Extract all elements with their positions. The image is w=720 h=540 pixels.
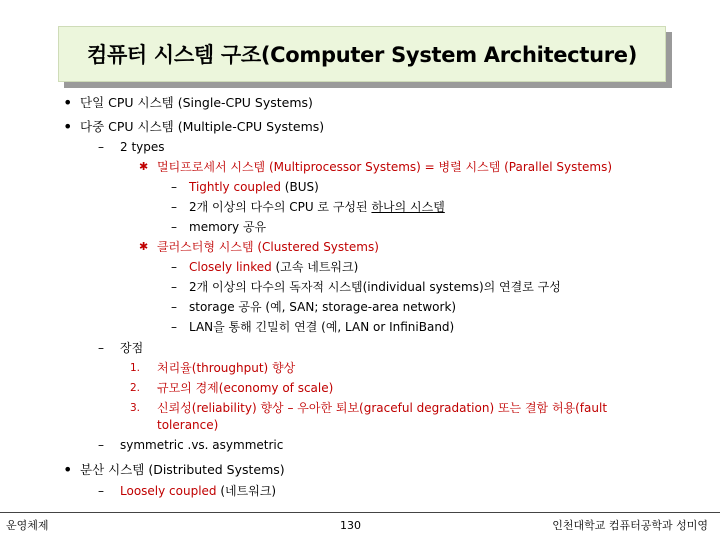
footer-left: 운영체제 xyxy=(6,519,49,532)
dash-icon: – xyxy=(171,280,177,294)
advantage-number: 1. xyxy=(130,362,141,374)
multi-cpu-text: 2개 이상의 다수의 CPU 로 구성된 xyxy=(189,200,372,214)
tightly-coupled-text: Tightly coupled xyxy=(189,180,281,194)
dash-icon: – xyxy=(98,438,104,452)
closely-linked-text: Closely linked xyxy=(189,260,272,274)
dash-icon: – xyxy=(171,260,177,274)
tightly-coupled-item xyxy=(189,179,319,195)
asterisk-icon: ✱ xyxy=(139,160,149,173)
bullet-icon: • xyxy=(63,117,73,136)
advantage-item-continuation: tolerance) xyxy=(157,418,219,432)
advantage-number: 2. xyxy=(130,382,141,394)
dash-icon: – xyxy=(171,300,177,314)
symmetric-item: symmetric .vs. asymmetric xyxy=(120,438,284,452)
advantages-label: 장점 xyxy=(120,341,144,355)
dash-icon: – xyxy=(98,140,104,154)
dash-icon: – xyxy=(171,180,177,194)
dash-icon: – xyxy=(171,320,177,334)
bullet-single-cpu: 단일 CPU 시스템 (Single-CPU Systems) xyxy=(80,95,313,110)
bullet-distributed: 분산 시스템 (Distributed Systems) xyxy=(80,462,285,477)
multi-cpu-item xyxy=(189,199,445,215)
types-label: 2 types xyxy=(120,140,165,154)
network-text: (네트워크) xyxy=(216,484,277,498)
loosely-coupled-item xyxy=(120,483,276,499)
independent-systems-item: 2개 이상의 다수의 독자적 시스템(individual systems)의 연결로 구성 xyxy=(189,280,561,294)
memory-shared-item: memory 공유 xyxy=(189,220,267,234)
asterisk-icon: ✱ xyxy=(139,240,149,253)
advantage-item: 규모의 경제(economy of scale) xyxy=(157,381,334,395)
dash-icon: – xyxy=(98,341,104,355)
lan-item: LAN을 통해 긴밀히 연결 (예, LAN or InfiniBand) xyxy=(189,320,455,334)
dash-icon: – xyxy=(98,484,104,498)
closely-linked-item xyxy=(189,259,358,275)
footer-divider xyxy=(0,512,720,513)
advantage-item: 처리율(throughput) 향상 xyxy=(157,361,296,375)
page-number: 130 xyxy=(340,519,361,532)
storage-shared-item: storage 공유 (예, SAN; storage-area network) xyxy=(189,300,457,314)
slide-title: 컴퓨터 시스템 구조(Computer System Architecture) xyxy=(86,43,638,67)
bullet-icon: • xyxy=(63,93,73,112)
clustered-heading: 클러스터형 시스템 (Clustered Systems) xyxy=(157,240,379,254)
advantage-item: 신뢰성(reliability) 향상 – 우아한 퇴보(graceful degradation) 또는 결함 허용(fault xyxy=(157,401,608,415)
dash-icon: – xyxy=(171,220,177,234)
multiprocessor-heading: 멀티프로세서 시스템 (Multiprocessor Systems) = 병렬 시스템 (Parallel Systems) xyxy=(157,160,613,174)
dash-icon: – xyxy=(171,200,177,214)
bullet-icon: • xyxy=(63,460,73,479)
bus-text: (BUS) xyxy=(280,180,319,194)
one-system-text: 하나의 시스템 xyxy=(371,200,445,214)
footer-right: 인천대학교 컴퓨터공학과 성미영 xyxy=(552,519,708,532)
bullet-multi-cpu: 다중 CPU 시스템 (Multiple-CPU Systems) xyxy=(80,119,325,134)
network-text: (고속 네트워크) xyxy=(271,260,359,274)
advantage-number: 3. xyxy=(130,402,141,414)
title-box xyxy=(58,26,666,82)
loosely-coupled-text: Loosely coupled xyxy=(120,484,217,498)
